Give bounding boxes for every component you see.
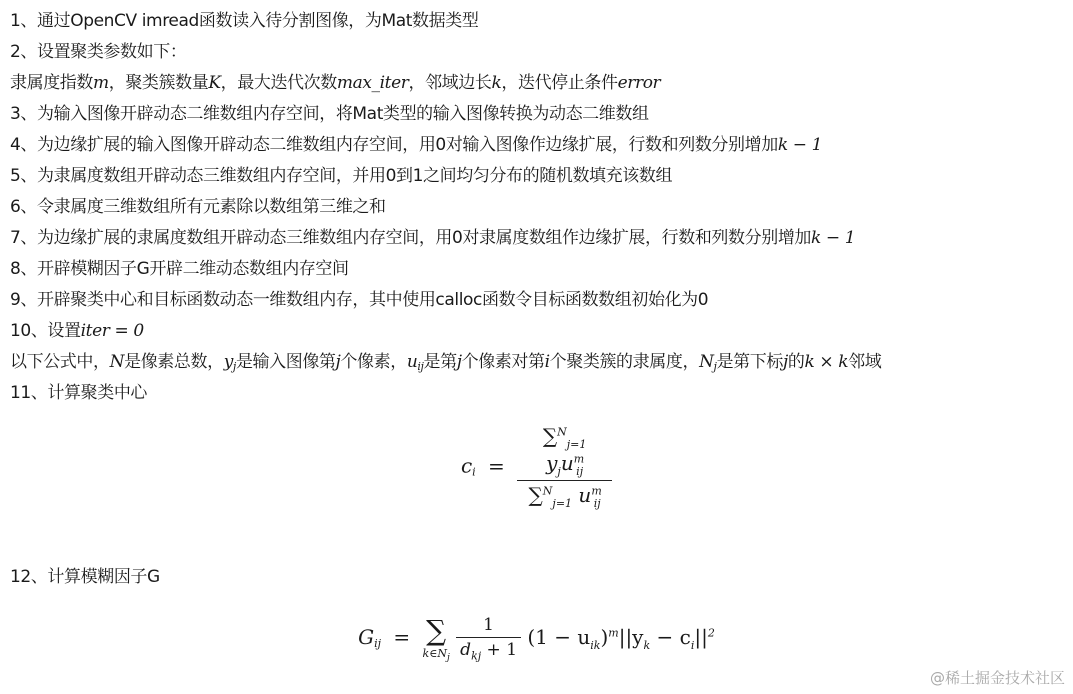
formula2-norm: ||y — [618, 625, 644, 650]
formula1-num-y: y — [546, 451, 558, 475]
step-9-text: 9、开辟聚类中心和目标函数动态一维数组内存，其中使用calloc函数令目标函数数组初始化为0 — [10, 290, 709, 310]
formula1-den-u: u — [578, 483, 592, 507]
param-m: m — [93, 73, 109, 93]
notation-text: 是第下标 — [716, 352, 783, 372]
formula2-sum-lower — [423, 647, 450, 663]
notation-kxk: k × k — [804, 352, 849, 372]
formula1-den-lower: j=1 — [552, 497, 573, 510]
notation-N: N — [109, 352, 125, 372]
formula2-body-sup: m — [608, 626, 619, 640]
step-10-math: iter = 0 — [80, 321, 144, 341]
param-text: 隶属度指数 — [10, 73, 93, 93]
param-K: K — [208, 73, 221, 93]
formula2-den-d: d — [460, 639, 472, 660]
step-4-math: k − 1 — [777, 135, 823, 155]
step-4-text: 4、为边缘扩展的输入图像开辟动态二维数组内存空间，用0对输入图像作边缘扩展，行数和列数分别增加 — [10, 135, 778, 155]
formula2-norm-sub: k — [643, 639, 651, 653]
step-10-text: 10、设置 — [10, 321, 81, 341]
formula1-den-upper: N — [542, 484, 553, 498]
step-5 — [10, 161, 1070, 192]
cluster-center-formula — [0, 424, 1073, 510]
step-12-text: 12、计算模糊因子G — [10, 567, 160, 587]
formula1-den-u-sub: ij — [593, 497, 601, 510]
formula2-den-sub: kj — [471, 649, 482, 663]
notation-text: 个聚类簇的隶属度， — [549, 352, 700, 372]
notation-text: 以下公式中， — [10, 352, 110, 372]
document-body — [10, 6, 1070, 409]
step-6 — [10, 192, 1070, 223]
step-3 — [10, 99, 1070, 130]
formula2-lhs: G — [358, 625, 375, 650]
notation-y: y — [223, 352, 233, 372]
notation-j: j — [456, 352, 462, 372]
formula2-sum-symbol: ∑ — [426, 614, 447, 647]
formula1-lhs: c — [460, 453, 473, 478]
formula1-num-y-sub: j — [557, 465, 561, 478]
step-8-text: 8、开辟模糊因子G开辟二维动态数组内存空间 — [10, 259, 349, 279]
step-11 — [10, 378, 1070, 409]
formula2-sum — [423, 614, 450, 663]
formula2-sum-lower-text: k∈N — [422, 647, 447, 660]
step-2-text: 2、设置聚类参数如下： — [10, 42, 187, 62]
param-k: k — [491, 73, 502, 93]
notation-Nj: N — [699, 352, 714, 372]
formula1-lhs-sub: i — [472, 465, 476, 479]
formula1-den-sum: ∑ — [528, 483, 543, 507]
formula1-num-lower: j=1 — [566, 438, 587, 451]
notation-i: i — [544, 352, 550, 372]
formula1-num-u-sup: m — [573, 452, 585, 466]
step-11-text: 11、计算聚类中心 — [10, 383, 148, 403]
formula2-norm-sub2: i — [690, 639, 695, 653]
notation-j: j — [782, 352, 788, 372]
formula1-denominator — [517, 483, 612, 510]
param-max-iter: max_iter — [336, 73, 409, 93]
formula2-denominator — [456, 640, 521, 662]
notation-text: 是像素总数， — [124, 352, 224, 372]
formula1-num-u: u — [560, 451, 574, 475]
formula1-fraction — [517, 424, 612, 510]
formula2-body: (1 − u — [527, 625, 591, 650]
notation-text: 邻域 — [848, 352, 882, 372]
formula2-norm-mid: − c — [650, 625, 691, 650]
step-12 — [10, 562, 160, 593]
step-10 — [10, 316, 1070, 347]
param-text: ，最大迭代次数 — [220, 73, 337, 93]
formula2-lhs-sub: ij — [374, 637, 382, 651]
formula1-num-upper: N — [557, 425, 567, 439]
formula2-den-tail: + 1 — [481, 639, 518, 660]
notation-j: j — [335, 352, 341, 372]
formula1-den-u-sup: m — [591, 484, 602, 498]
formula2-fraction — [456, 615, 521, 662]
step-9 — [10, 285, 1070, 316]
step-1-text: 1、通过OpenCV imread函数读入待分割图像，为Mat数据类型 — [10, 11, 479, 31]
fuzzy-factor-formula — [0, 614, 1073, 663]
step-6-text: 6、令隶属度三维数组所有元素除以数组第三维之和 — [10, 197, 386, 217]
notation-text: 的 — [787, 352, 805, 372]
notation-text: 是第 — [423, 352, 457, 372]
step-4 — [10, 130, 1070, 161]
step-2 — [10, 37, 1070, 68]
formula2-bar — [456, 637, 521, 638]
formula2-body-sub: ik — [590, 639, 601, 653]
formula2-norm-tail: || — [694, 625, 708, 650]
step-1 — [10, 6, 1070, 37]
formula1-numerator — [517, 424, 612, 478]
formula1-num-sum: ∑ — [542, 424, 558, 448]
formula2-numerator: 1 — [483, 614, 494, 635]
param-error: error — [617, 73, 661, 93]
formula2-norm-sup: 2 — [707, 626, 715, 640]
step-3-text: 3、为输入图像开辟动态二维数组内存空间，将Mat类型的输入图像转换为动态二维数组 — [10, 104, 649, 124]
param-text: ，迭代停止条件 — [501, 73, 618, 93]
notation-text: 是输入图像第 — [235, 352, 336, 372]
formula1-bar — [517, 480, 612, 481]
step-8 — [10, 254, 1070, 285]
param-text: ，聚类簇数量 — [108, 73, 209, 93]
step-7 — [10, 223, 1070, 254]
step-5-text: 5、为隶属度数组开辟动态三维数组内存空间，并用0到1之间均匀分布的随机数填充该数组 — [10, 166, 673, 186]
notation-text: 个像素， — [340, 352, 407, 372]
formula2-sum-lower-sub: j — [446, 652, 450, 664]
notation-text: 个像素对第 — [461, 352, 545, 372]
watermark: @稀土掘金技术社区 — [929, 669, 1065, 687]
formula1-equals: = — [488, 453, 505, 478]
param-text: ，邻域边长 — [408, 73, 492, 93]
notation-u: u — [406, 352, 418, 372]
step-7-math: k − 1 — [811, 228, 856, 248]
step-7-text: 7、为边缘扩展的隶属度数组开辟动态三维数组内存空间，用0对隶属度数组作边缘扩展，行数和列数分别增加 — [10, 228, 812, 248]
formula2-equals: = — [393, 625, 411, 650]
formula2-body-tail: ) — [600, 625, 609, 650]
formula1-num-u-sub: ij — [576, 465, 584, 478]
notation-line: 以下公式中，N是像素总数，$y_j$是输入图像第j个像素，$u_{ij}$是第j个像素对第i个聚类簇的隶属度，$N_j$是第下标j的k × k邻域 — [10, 352, 882, 373]
parameter-line — [10, 68, 1070, 99]
